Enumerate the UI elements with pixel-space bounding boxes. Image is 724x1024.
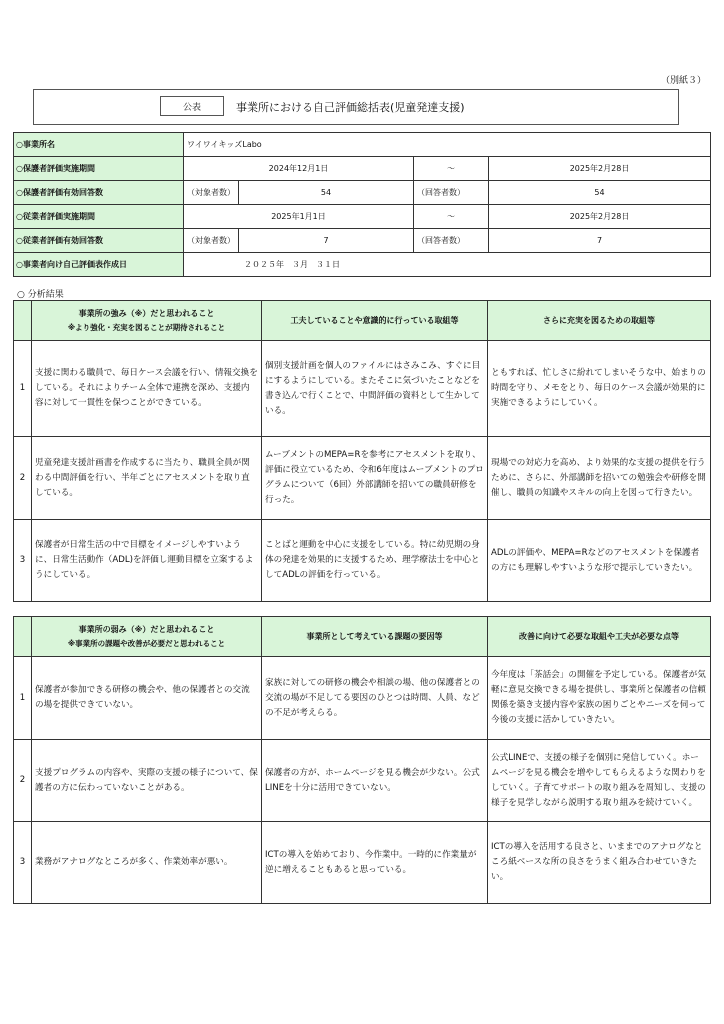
created-date: ２０２５年 ３月 ３１日 [184, 253, 711, 277]
row-number: 1 [14, 341, 32, 437]
cause-cell: 保護者の方が、ホームページを見る機会が少ない。公式LINEを十分に活用できていない。 [262, 740, 488, 822]
table-row [14, 437, 711, 520]
weakness-cell: 支援プログラムの内容や、実際の支援の様子について、保護者の方に伝わっていないことがある。 [32, 740, 262, 822]
guardian-period-start: 2024年12月1日 [184, 157, 414, 181]
strengths-header-1 [32, 301, 262, 341]
row-number: 1 [14, 657, 32, 740]
guardian-target-label: （対象者数） [184, 181, 239, 205]
annex-label: （別紙３） [660, 76, 706, 86]
improvement-cell: 公式LINEで、支援の様子を個別に発信していく。ホームページを見る機会を増やしてもらえるような関わりをしていく。子育てサポートの取り組みを周知し、支援の様子を見学しながら説明する取り組みを続けていく。 [488, 740, 711, 822]
created-date-label: ○事業者向け自己評価表作成日 [14, 253, 184, 277]
staff-response-label: （回答者数） [414, 229, 489, 253]
staff-count-label: ○従業者評価有効回答数 [14, 229, 184, 253]
header-num-cell [14, 617, 32, 657]
row-number: 2 [14, 437, 32, 520]
effort-cell: ムーブメントのMEPA=Rを参考にアセスメントを取り、評価に役立ているため、令和6年度はムーブメントのプログラムについて（6回）外部講師を招いての職員研修を行った。 [262, 437, 488, 520]
effort-cell: 個別支援計画を個人のファイルにはさみこみ、すぐに目にするようにしている。またそこに気づいたことなどを書き込んで行くことで、中間評価の資料として生かしている。 [262, 341, 488, 437]
public-tag: 公表 [160, 96, 224, 116]
strengths-header-2: 工夫していることや意識的に行っている取組等 [262, 301, 488, 341]
guardian-count-row [14, 181, 711, 205]
weaknesses-header-1-main: 事業所の弱み（※）だと思われること [78, 624, 215, 634]
guardian-target-count: 54 [239, 181, 414, 205]
weaknesses-header-1 [32, 617, 262, 657]
guardian-period-label: ○保護者評価実施期間 [14, 157, 184, 181]
header-num-cell [14, 301, 32, 341]
facility-name-label: ○事業所名 [14, 133, 184, 157]
strengths-header-1-main: 事業所の強み（※）だと思われること [78, 308, 215, 318]
cause-cell: 家族に対しての研修の機会や相談の場、他の保護者との交流の場が不足してる要因のひとつは時間、人員、などの不足が考えらる。 [262, 657, 488, 740]
strengths-table [13, 300, 711, 602]
improvement-cell: ICTの導入を活用する良さと、いままでのアナログなところ紙ベースな所の良さをうまく組み合わせていきたい。 [488, 822, 711, 904]
guardian-period-end: 2025年2月28日 [489, 157, 711, 181]
staff-count-row [14, 229, 711, 253]
staff-response-count: 7 [489, 229, 711, 253]
facility-info-table [13, 132, 711, 277]
guardian-response-count: 54 [489, 181, 711, 205]
improvement-cell: 今年度は「茶話会」の開催を予定している。保護者が気軽に意見交換できる場を提供し、事業所と保護者の信頼関係を築き支援内容や家族の困りごとやニーズを伺って今後の支援に活かしていきたい。 [488, 657, 711, 740]
strength-cell: 児童発達支援計画書を作成するに当たり、職員全員が関わる中間評価を行い、半年ごとにアセスメントを取り直している。 [32, 437, 262, 520]
effort-cell: ことばと運動を中心に支援をしている。特に幼児期の身体の発達を効果的に支援するため、理学療法士を中心としてADLの評価を行っている。 [262, 520, 488, 602]
enhancement-cell: ADLの評価や、MEPA=Rなどのアセスメントを保護者の方にも理解しやすいような形で提示していきたい。 [488, 520, 711, 602]
guardian-count-label: ○保護者評価有効回答数 [14, 181, 184, 205]
staff-target-label: （対象者数） [184, 229, 239, 253]
facility-name-row [14, 133, 711, 157]
guardian-response-label: （回答者数） [414, 181, 489, 205]
row-number: 3 [14, 520, 32, 602]
facility-name: ワイワイキッズLabo [184, 133, 711, 157]
strength-cell: 支援に関わる職員で、毎日ケース会議を行い、情報交換をしている。それによりチーム全体で連携を深め、支援内容に対して一貫性を保つことができている。 [32, 341, 262, 437]
staff-period-row [14, 205, 711, 229]
weaknesses-table [13, 616, 711, 904]
strengths-header-1-sub: ※より強化・充実を図ることが期待されること [67, 322, 226, 332]
enhancement-cell: 現場での対応力を高め、より効果的な支援の提供を行うために、さらに、外部講師を招いての勉強会や研修を開催し、職員の知識やスキルの向上を図って行きたい。 [488, 437, 711, 520]
weaknesses-header-1-sub: ※事業所の課題や改善が必要だと思われること [67, 638, 226, 648]
guardian-period-row [14, 157, 711, 181]
row-number: 3 [14, 822, 32, 904]
table-row [14, 822, 711, 904]
created-date-row [14, 253, 711, 277]
enhancement-cell: ともすれば、忙しさに紛れてしまいそうな中、始まりの時間を守り、メモをとり、毎日のケース会議が効果的に実施できるようにしていく。 [488, 341, 711, 437]
staff-period-label: ○従業者評価実施期間 [14, 205, 184, 229]
strength-cell: 保護者が日常生活の中で目標をイメージしやすいように、日常生活動作（ADL)を評価し運動目標を立案するようにしている。 [32, 520, 262, 602]
weaknesses-header-2: 事業所として考えている課題の要因等 [262, 617, 488, 657]
analysis-title: ○ 分析結果 [17, 290, 64, 300]
staff-target-count: 7 [239, 229, 414, 253]
cause-cell: ICTの導入を始めており、今作業中。一時的に作業量が逆に増えることもあると思っている。 [262, 822, 488, 904]
row-number: 2 [14, 740, 32, 822]
strengths-header-3: さらに充実を図るための取組等 [488, 301, 711, 341]
weakness-cell: 業務がアナログなところが多く、作業効率が悪い。 [32, 822, 262, 904]
weaknesses-header-row [14, 617, 711, 657]
document-title: 事業所における自己評価総括表(児童発達支援) [236, 101, 465, 114]
table-row [14, 740, 711, 822]
guardian-period-sep: ～ [414, 157, 489, 181]
staff-period-start: 2025年1月1日 [184, 205, 414, 229]
table-row [14, 657, 711, 740]
weakness-cell: 保護者が参加できる研修の機会や、他の保護者との交流の場を提供できていない。 [32, 657, 262, 740]
table-row [14, 520, 711, 602]
staff-period-end: 2025年2月28日 [489, 205, 711, 229]
staff-period-sep: ～ [414, 205, 489, 229]
strengths-header-row [14, 301, 711, 341]
title-box [33, 89, 679, 125]
table-row [14, 341, 711, 437]
weaknesses-header-3: 改善に向けて必要な取組や工夫が必要な点等 [488, 617, 711, 657]
